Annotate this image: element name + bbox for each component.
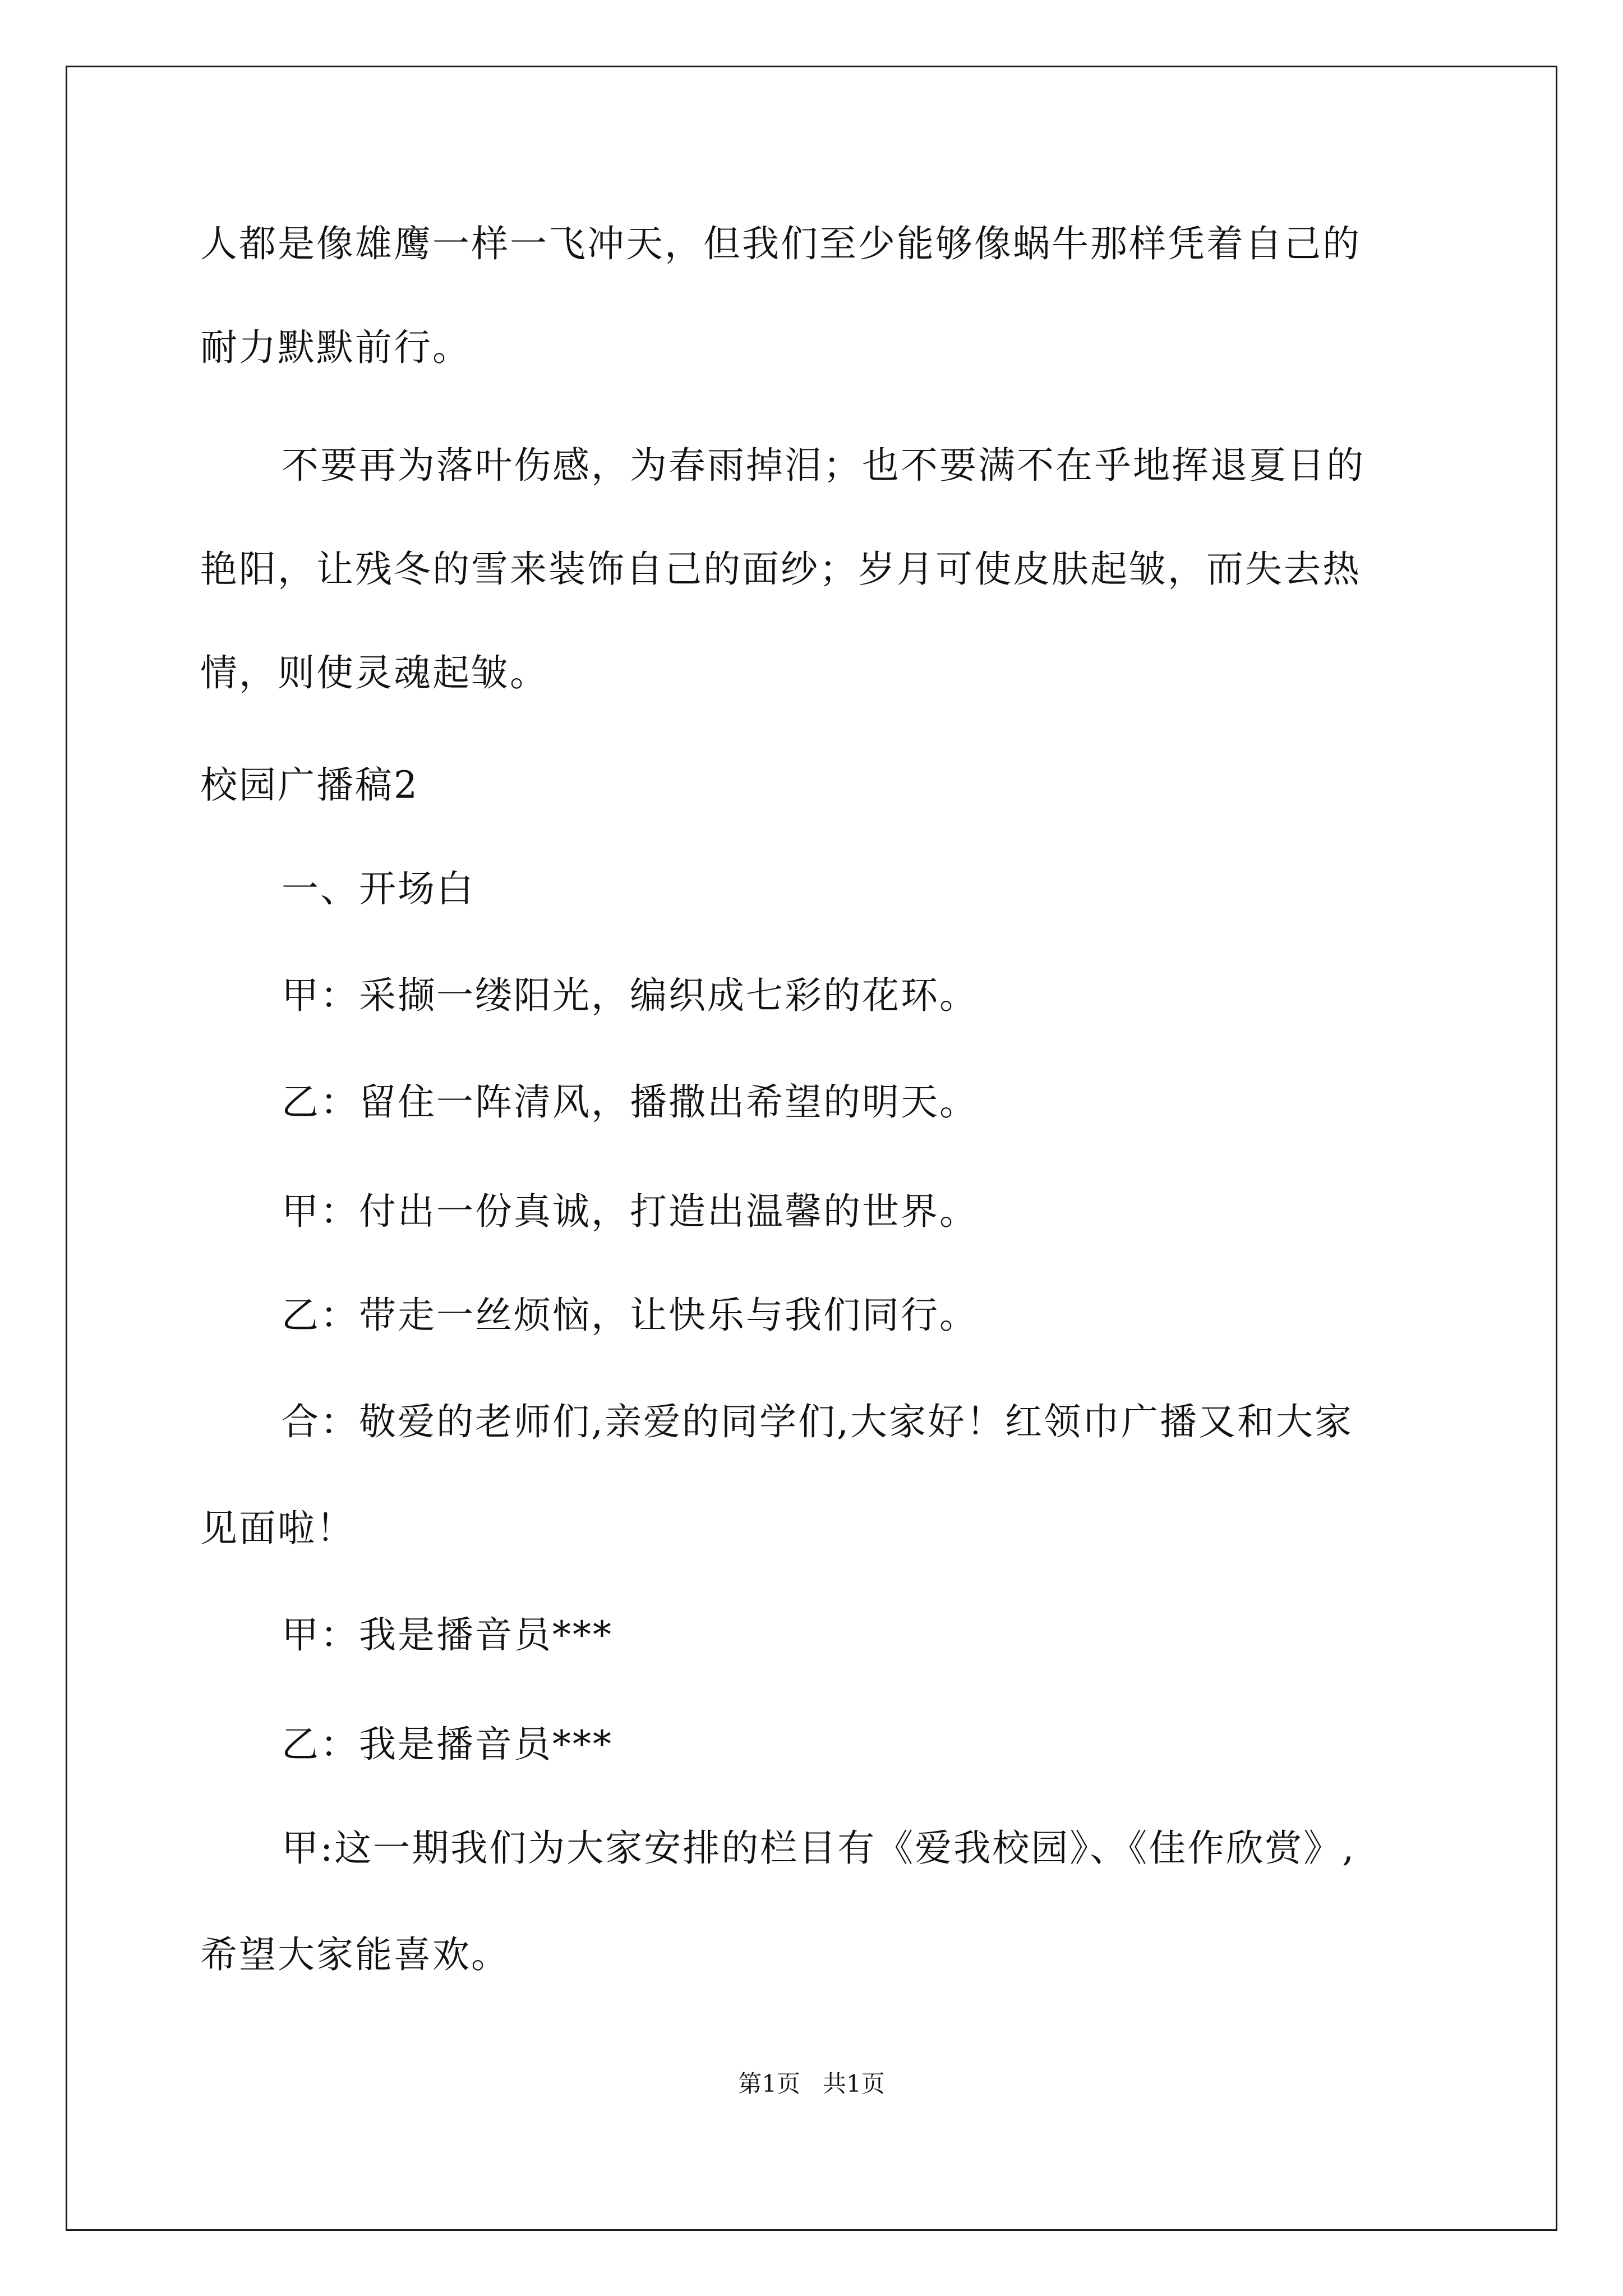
section-heading: 校园广播稿2: [200, 763, 419, 807]
body-line-4: 艳阳，让残冬的雪来装饰自己的面纱；岁月可使皮肤起皱，而失去热: [200, 547, 1361, 591]
body-line-1: 人都是像雄鹰一样一飞冲天，但我们至少能够像蜗牛那样凭着自己的: [200, 222, 1361, 265]
body-line-12: 合：敬爱的老师们,亲爱的同学们,大家好！红领巾广播又和大家: [282, 1400, 1353, 1443]
body-line-2: 耐力默默前行。: [200, 326, 471, 369]
body-line-14: 甲：我是播音员***: [282, 1613, 613, 1657]
body-line-10: 甲：付出一份真诚，打造出温馨的世界。: [282, 1190, 978, 1233]
body-line-7: 一、开场白: [282, 867, 475, 910]
page-border: [66, 66, 1557, 2231]
body-line-15: 乙：我是播音员***: [282, 1723, 613, 1766]
body-line-5: 情，则使灵魂起皱。: [200, 651, 548, 694]
body-line-11: 乙：带走一丝烦恼，让快乐与我们同行。: [282, 1294, 978, 1337]
body-line-16: 甲:这一期我们为大家安排的栏目有《爱我校园》、《佳作欣赏》,: [282, 1826, 1356, 1870]
page-number-footer: 第1页 共1页: [738, 2070, 885, 2097]
body-line-3: 不要再为落叶伤感，为春雨掉泪；也不要满不在乎地挥退夏日的: [282, 444, 1365, 487]
body-line-17: 希望大家能喜欢。: [200, 1933, 510, 1976]
body-line-13: 见面啦！: [200, 1507, 355, 1550]
body-line-9: 乙：留住一阵清风，播撒出希望的明天。: [282, 1080, 978, 1124]
body-line-8: 甲：采撷一缕阳光，编织成七彩的花环。: [282, 974, 978, 1017]
